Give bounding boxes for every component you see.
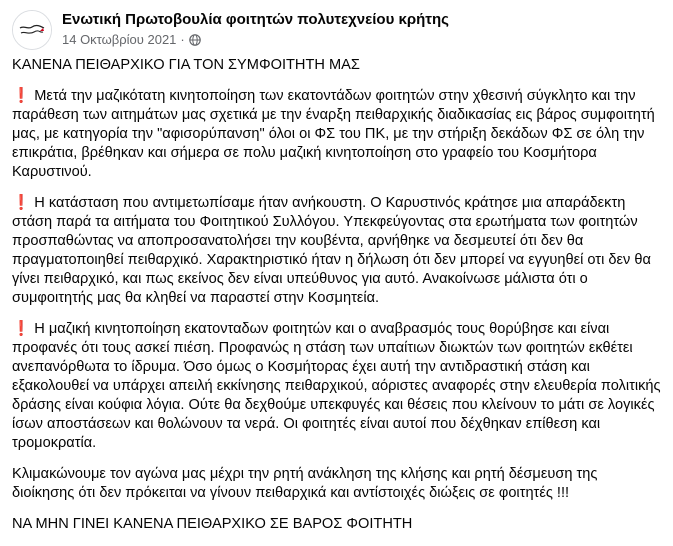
exclamation-icon: ❗ [12,88,31,104]
post-paragraph [12,56,662,75]
post-meta [62,32,201,47]
post-header [12,8,661,52]
post-paragraph [12,194,662,308]
post-paragraph [12,87,662,182]
page-logo-icon [13,11,51,49]
page-name[interactable]: Ενωτική Πρωτοβουλία φοιτητών πολυτεχνείου κρήτης [62,11,449,28]
post-paragraph-text: ΝΑ ΜΗΝ ΓΙΝΕΙ ΚΑΝΕΝΑ ΠΕΙΘΑΡΧΙΚΟ ΣΕ ΒΑΡΟΣ ΦΟΙΤΗΤΗ [12,516,413,532]
post-paragraph [12,465,662,503]
meta-separator: · [180,32,185,47]
post-paragraph [12,515,662,534]
avatar[interactable] [12,10,52,50]
post-paragraph-text: Η μαζική κινητοποίηση εκατονταδων φοιτητών και ο αναβρασμός τους θορύβησε και είναι προφανές ότι τους ασκεί πιέση. Προφανώς η στάση των υπαίτιων διωκτών των φοιτητών εκθέτει ανεπανόρθωτα το ίδρυμα. Όσο όμως ο Κοσμήτορας έχει αυτή την αντιδραστική στάση και εξακολουθεί να υπάρχει απειλή εκκίνησης πειθαρχικού, αόριστες αναφορές στην ελευθερία πολιτικής δράσης είναι κούφια λόγια. Ούτε θα δεχθούμε υπεκφυγές και θέσεις που κλείνουν το μάτι σε λογικές ίσων αποστάσεων και θολώνουν τα νερά. Οι φοιτητές είναι αυτοί που δέχθηκαν επίθεση και τρομοκρατία. [12,321,661,451]
post-paragraph-text: Μετά την μαζικότατη κινητοποίηση των εκατοντάδων φοιτητών στην χθεσινή σύγκλητο και την παράθεση των αιτημάτων μας σχετικά με την έναρξη πειθαρχικής διαδικασίας εις βάρος συμφοιτητή μας, με κατηγορία την "αφισορύπανση" όλοι οι ΦΣ του ΠΚ, με την στήριξη δεκάδων ΦΣ σε όλη την επικράτια, βρέθηκαν και σήμερα σε πολυ μαζική κινητοποίηση στο γραφείο του Κοσμήτορα Καρυστινού. [12,88,655,180]
post-paragraph-text: Κλιμακώνουμε τον αγώνα μας μέχρι την ρητή ανάκληση της κλήσης και ρητή δέσμευση της διοίκησης ότι δεν πρόκειται να γίνουν πειθαρχικά και αντίστοιχές διώξεις σε φοιτητές !!! [12,466,598,501]
exclamation-icon: ❗ [12,195,31,211]
post-paragraph-text: ΚΑΝΕΝΑ ΠΕΙΘΑΡΧΙΚΟ ΓΙΑ ΤΟΝ ΣΥΜΦΟΙΤΗΤΗ ΜΑΣ [12,57,360,73]
exclamation-icon: ❗ [12,321,31,337]
post-date[interactable]: 14 Οκτωβρίου 2021 [62,32,177,47]
post-paragraph-text: Η κατάσταση που αντιμετωπίσαμε ήταν ανήκουστη. Ο Καρυστινός κράτησε μια απαράδεκτη στάση παρά τα αιτήματα του Φοιτητικού Συλλόγου. Υπεκφεύγοντας στα ερωτήματα των φοιτητών προσπαθώντας να αποπροσανατολήσει την κουβέντα, αρνήθηκε να δεσμευτεί ότι δεν θα πραγματοποιηθεί πειθαρχικό. Χαρακτηριστικό ήταν η δήλωση ότι δεν μπορεί να εγγυηθεί οτι δεν θα γίνει πειθαρχικό, και πως εκείνος δεν είναι υπεύθυνος για αυτό. Ανακοίνωσε μάλιστα ότι ο συμφοιτητής μας θα κληθεί να παραστεί στην Κοσμητεία. [12,195,651,306]
globe-icon[interactable] [189,34,201,46]
post-paragraph [12,320,662,453]
post-text [12,56,662,546]
